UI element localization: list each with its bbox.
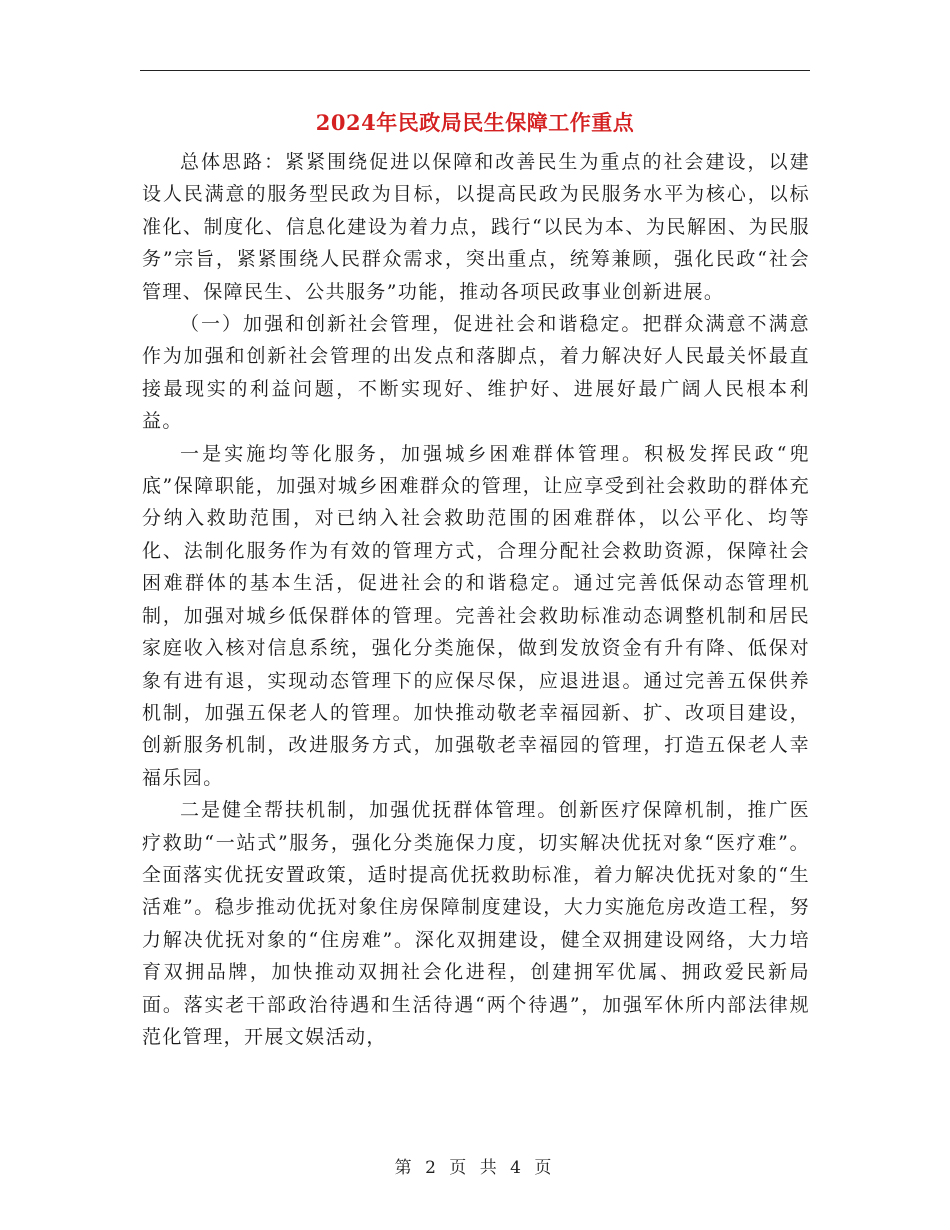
header-rule <box>140 70 810 71</box>
paragraph-overview: 总体思路：紧紧围绕促进以保障和改善民生为重点的社会建设，以建设人民满意的服务型民政为目标，以提高民政为民服务水平为核心，以标准化、制度化、信息化建设为着力点，践行“以民为本、为民解困、为民服务”宗旨，紧紧围绕人民群众需求，突出重点，统筹兼顾，强化民政“社会管理、保障民生、公共服务”功能，推动各项民政事业创新进展。 <box>142 151 810 303</box>
page-number-footer: 第 2 页 共 4 页 <box>394 1158 556 1178</box>
document-body <box>142 146 810 1053</box>
document-title: 2024年民政局民生保障工作重点 <box>315 110 635 135</box>
paragraph-section-1: （一）加强和创新社会管理，促进社会和谐稳定。把群众满意不满意作为加强和创新社会管理的出发点和落脚点，着力解决好人民最关怀最直接最现实的利益问题，不断实现好、维护好、进展好最广阔人民根本利益。 <box>142 313 810 433</box>
paragraph-point-2: 二是健全帮扶机制，加强优抚群体管理。创新医疗保障机制，推广医疗救助“一站式”服务，强化分类施保力度，切实解决优抚对象“医疗难”。全面落实优抚安置政策，适时提高优抚救助标准，着力解决优抚对象的“生活难”。稳步推动优抚对象住房保障制度建设，大力实施危房改造工程，努力解决优抚对象的“住房难”。深化双拥建设，健全双拥建设网络，大力培育双拥品牌，加快推动双拥社会化进程，创建拥军优属、拥政爱民新局面。落实老干部政治待遇和生活待遇“两个待遇”，加强军休所内部法律规范化管理，开展文娱活动， <box>142 799 810 1048</box>
paragraph-point-1: 一是实施均等化服务，加强城乡困难群体管理。积极发挥民政“兜底”保障职能，加强对城乡困难群众的管理，让应享受到社会救助的群体充分纳入救助范围，对已纳入社会救助范围的困难群体，以公平化、均等化、法制化服务作为有效的管理方式，合理分配社会救助资源，保障社会困难群体的基本生活，促进社会的和谐稳定。通过完善低保动态管理机制，加强对城乡低保群体的管理。完善社会救助标准动态调整机制和居民家庭收入核对信息系统，强化分类施保，做到发放资金有升有降、低保对象有进有退，实现动态管理下的应保尽保，应退进退。通过完善五保供养机制，加强五保老人的管理。加快推动敬老幸福园新、扩、改项目建设，创新服务机制，改进服务方式，加强敬老幸福园的管理，打造五保老人幸福乐园。 <box>142 442 810 789</box>
